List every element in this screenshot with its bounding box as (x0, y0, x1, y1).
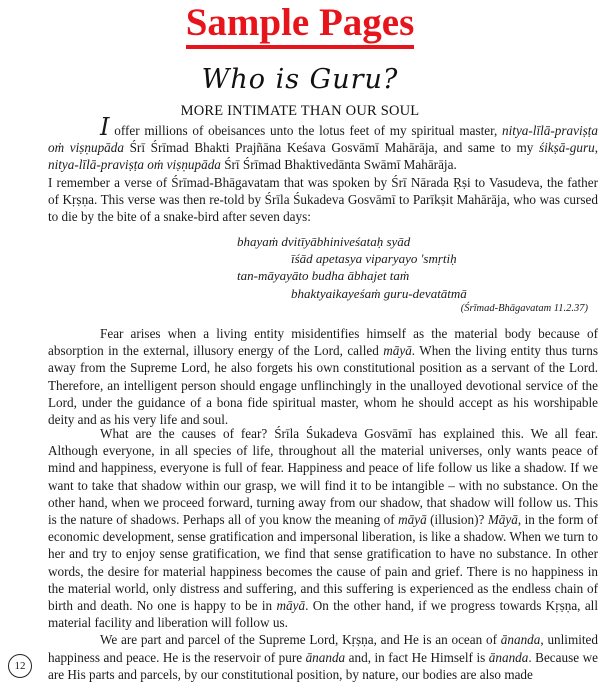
text: . When the living entity thus turns away from the Supreme Lord, he also forgets his own constitutional position as a servant of the Lord. Therefore, an intelligent person should engage unflinchingly in the unalloyed devotional service of the Lord, under the guidance of a bona fide spiritual master, whom he should accept as his worshipable deity and as his very life and soul. (48, 343, 598, 428)
part-paragraph (48, 631, 598, 683)
text: Śrī Śrīmad Bhakti Prajñāna Keśava Gosvāmī Mahārāja, and same to my (123, 140, 540, 156)
italic-text: nitya-līlā-praviṣṭa oṁ viṣṇupāda (48, 157, 221, 173)
italic-text: ānanda (488, 649, 529, 665)
text: . Because we are His parts and parcels, by our constitutional position, by nature, our bodies are also made (48, 649, 598, 682)
text: , unlimited happiness and peace. He is the reservoir of pure (48, 632, 598, 665)
fear-paragraph (48, 325, 598, 428)
italic-text: māyā (276, 598, 306, 614)
text: Fear arises when a living entity misidentifies himself as the material body because of absorption in the external, illusory energy of the Lord, called (48, 326, 598, 359)
section-heading: MORE INTIMATE THAN OUR SOUL (180, 103, 420, 119)
text: , in the form of economic development, sense gratification and impersonal liberation, is like a shadow. When we turn to her and try to enjoy sense gratification, we find that sense gratification to have no substance. In other words, the desire for material happiness becomes the cause of pain and grief. There is no happiness in the material world, only distress and suffering, and this suffering is experienced as the endless chain of birth and death. No one is happy to be in (48, 512, 598, 614)
italic-text: ānanda (305, 649, 346, 665)
remember-paragraph: I remember a verse of Śrīmad-Bhāgavatam that was spoken by Śrī Nārada Ṛṣi to Vasudeva, the father of Kṛṣṇa. This verse was then re-told by Śrīla Śukadeva Gosvāmī to Parīkṣit Mahārāja, who was cursed to die by the bite of a snake-bird after seven days: (48, 174, 598, 225)
italic-text: māyā (383, 343, 412, 359)
italic-text: oṁ viṣṇupāda (48, 140, 124, 156)
page-number: 12 (8, 654, 32, 678)
text: Śrī Śrīmad Bhaktivedānta Swāmī Mahārāja. (220, 157, 457, 173)
verse-line: bhaktyaikayeśaṁ guru-devatātmā (291, 285, 467, 301)
chapter-title: Who is Guru? (201, 64, 399, 95)
text: , (594, 140, 598, 156)
italic-text: śikṣā-guru (539, 140, 595, 156)
text: What are the causes of fear? Śrīla Śukadeva Gosvāmī has explained this. We all fear. Although everyone, in all species of life, throughout all the material universes, only wants peace of mind and happiness, everyone is full of fear. Happiness and peace of life follow us like a shadow. If we want to take that shadow within our grasp, we will find it to be intangible – with no substance. On the other hand, when we proceed forward, turning away from our shadow, that shadow will follow us. This is the nature of shadows. Perhaps all of you know the meaning of (48, 426, 598, 528)
drop-cap: I (100, 113, 110, 141)
italic-text: māyā (398, 512, 427, 528)
verse-line: tan-māyayāto budha ābhajet taṁ (237, 268, 410, 284)
text: (illusion)? (426, 512, 488, 528)
verse-line: īśād apetasya viparyayo 'smṛtiḥ (291, 251, 457, 267)
sample-pages-banner (0, 2, 600, 49)
text: offer millions of obeisances unto the lotus feet of my spiritual master, (109, 123, 503, 138)
text: . On the other hand, if we progress towards Kṛṣṇa, all material facility and liberation will follow us. (48, 598, 599, 631)
text: and, in fact He Himself is (345, 649, 489, 665)
verse-line: bhayaṁ dvitīyābhiniveśataḥ syād (237, 234, 411, 249)
sanskrit-verse (237, 233, 467, 302)
italic-text: Māyā (487, 512, 518, 528)
italic-text: ānanda (500, 632, 541, 648)
banner-label: Sample Pages (186, 2, 415, 49)
text: We are part and parcel of the Supreme Lord, Kṛṣṇa, and He is an ocean of (100, 632, 501, 648)
verse-citation: (Śrīmad-Bhāgavatam 11.2.37) (460, 303, 588, 314)
italic-text: nitya-līlā-praviṣṭa (502, 123, 598, 138)
causes-paragraph (48, 425, 598, 683)
intro-paragraph (48, 113, 598, 225)
